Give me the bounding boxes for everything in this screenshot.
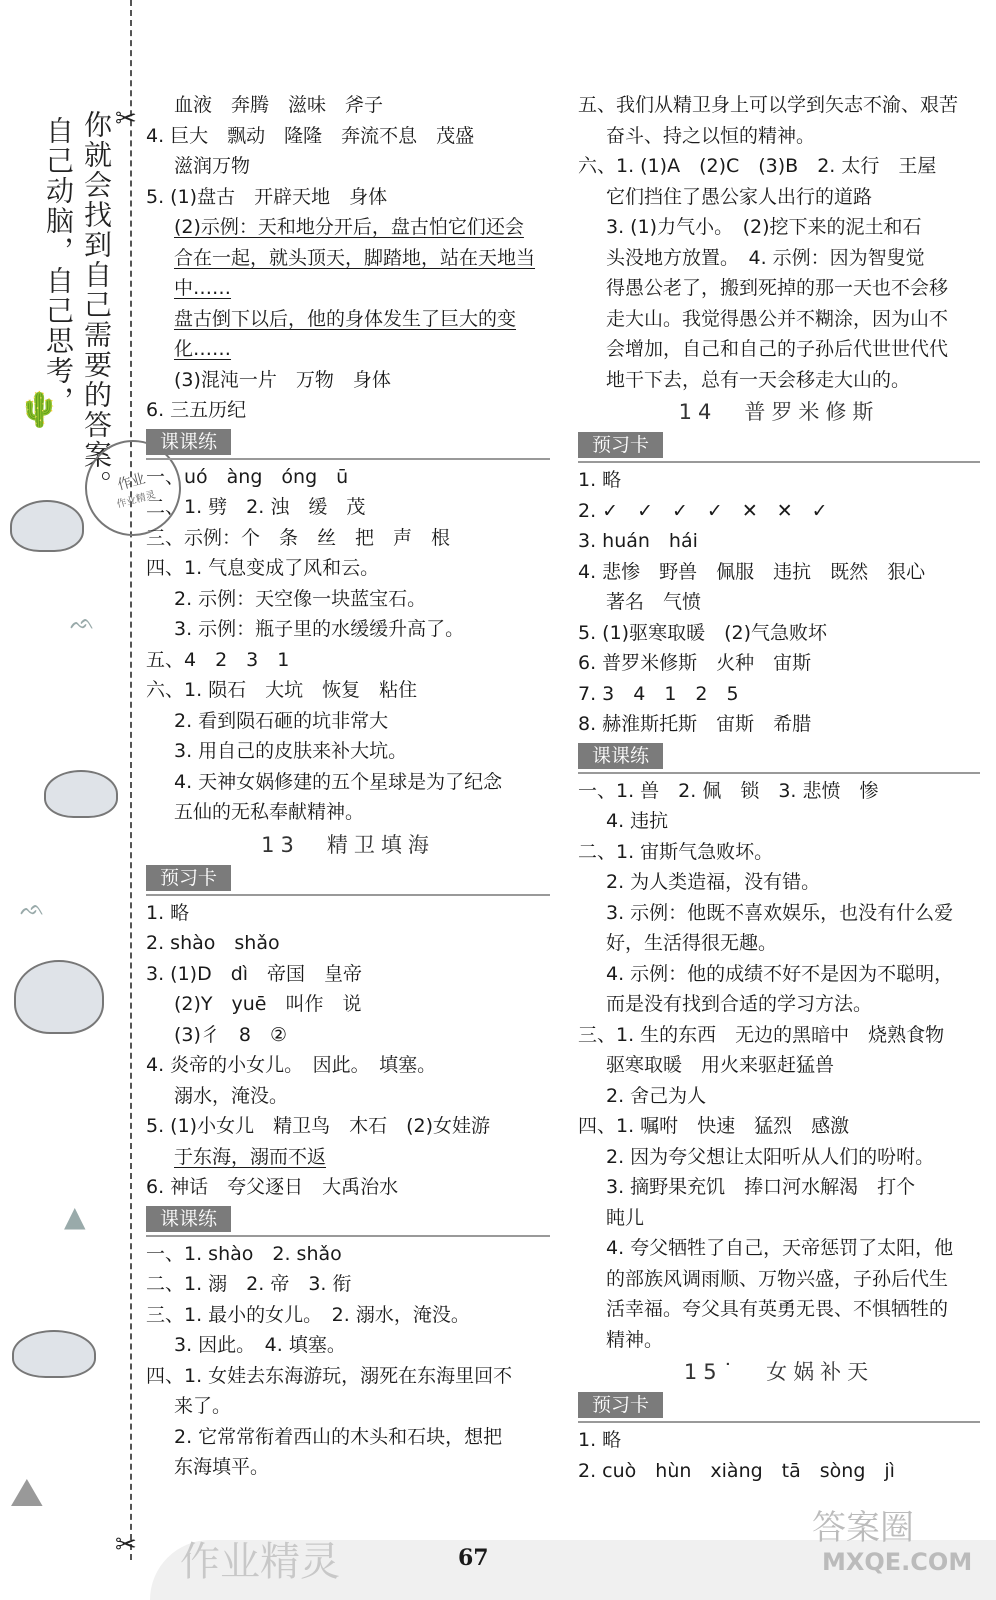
answer-text: 三、1. 生的东西 无边的黑暗中 烧熟食物 [578, 1023, 945, 1046]
answer-text: 三、示例：个 条 丝 把 声 根 [146, 526, 451, 549]
answer-text: 2. 示例：天空像一块蓝宝石。 [174, 587, 427, 610]
answer-line [578, 1425, 980, 1456]
answer-text: 血液 奔腾 滋味 斧子 [174, 94, 384, 116]
answer-line [578, 334, 980, 365]
answer-line [578, 526, 980, 557]
dinosaur-icon-2 [14, 960, 104, 1034]
answer-text: 1. 略 [578, 469, 622, 491]
answer-line [578, 1203, 980, 1234]
answer-line [578, 496, 980, 527]
answer-line [146, 898, 550, 929]
cactus-icon: 🌵 [18, 390, 61, 430]
answer-line [146, 492, 550, 523]
answer-line [146, 706, 550, 737]
answer-line [146, 1239, 550, 1270]
answer-text: 著名 气愤 [606, 591, 702, 613]
answer-text: 5. (1)小女儿 精卫鸟 木石 (2)女娃游 [146, 1115, 490, 1137]
section-lines-4 [146, 1239, 550, 1483]
answer-line [578, 465, 980, 496]
answer-text: 五、我们从精卫身上可以学到矢志不渝、艰苦 [578, 94, 959, 116]
section-lines-2 [146, 462, 550, 828]
answer-text: 合在一起，就头顶天，脚踏地，站在天地当 [174, 246, 536, 269]
answer-text: 中…… [174, 277, 232, 299]
dinosaur-icon-3 [12, 1330, 96, 1378]
section-header-kelian-r [578, 740, 980, 774]
answer-text: 2. cuò hùn xiàng tā sòng jì [578, 1459, 895, 1482]
volcano-icon: ⛰ [10, 1470, 44, 1516]
watermark-right: 答案圈 [812, 1508, 914, 1548]
answer-line [146, 614, 550, 645]
answer-line [146, 212, 550, 243]
answer-line [146, 959, 550, 990]
answer-line [146, 1391, 550, 1422]
slogan-column-2: 你就会找到自己需要的答案。 [80, 110, 113, 500]
answer-line [146, 584, 550, 615]
answer-line [146, 273, 550, 304]
badge-kelian: 课课练 [146, 429, 231, 455]
answer-line [146, 989, 550, 1020]
answer-text: 头没地方放置。 4. 示例：因为智叟觉 [606, 246, 925, 269]
answer-text: 4. 巨大 飘动 隆隆 奔流不息 茂盛 [146, 124, 475, 147]
answer-text: 走大山。我觉得愚公并不糊涂，因为山不 [606, 307, 949, 330]
answer-text: 3. 用自己的皮肤来补大坑。 [174, 740, 408, 762]
answer-text: 盹儿 [606, 1206, 645, 1229]
answer-line [578, 1172, 980, 1203]
answer-text: 六、1. 陨石 大坑 恢复 粘住 [146, 679, 418, 701]
answer-line [578, 867, 980, 898]
answer-line [146, 523, 550, 554]
answer-text: 驱寒取暖 用火来驱赶猛兽 [606, 1054, 835, 1076]
stamp-seal: 作业 作业精灵 [74, 429, 192, 547]
badge-kelian-2: 课课练 [146, 1206, 231, 1232]
cut-line [130, 0, 132, 1560]
answer-line [578, 151, 980, 182]
answer-line [578, 618, 980, 649]
answer-line [146, 243, 550, 274]
answer-line [146, 1020, 550, 1051]
answer-line [578, 1111, 980, 1142]
answer-text: 2. 为人类造福，没有错。 [606, 871, 821, 893]
answer-line [146, 1300, 550, 1331]
answer-line [146, 797, 550, 828]
answer-text: 8. 赫淮斯托斯 宙斯 希腊 [578, 713, 812, 735]
answer-text: 2. 因为夸父想让太阳听从人们的吩咐。 [606, 1145, 935, 1168]
answer-line [146, 334, 550, 365]
lesson-title-14: 14 普罗米修斯 [678, 400, 880, 424]
answer-line [578, 1142, 980, 1173]
grass-icon: ᨒ [70, 610, 95, 634]
badge-yuxika-r2: 预习卡 [578, 1392, 663, 1418]
answer-text: 4. 违抗 [606, 810, 669, 832]
badge-yuxika: 预习卡 [146, 865, 231, 891]
answer-line [578, 709, 980, 740]
answer-text: 5. (1)盘古 开辟天地 身体 [146, 185, 388, 208]
answer-line [578, 648, 980, 679]
badge-kelian-r: 课课练 [578, 743, 663, 769]
answer-text: (3)彳 8 ② [174, 1023, 288, 1046]
answer-line [146, 645, 550, 676]
answer-text: 会增加，自己和自己的子孙后代世世代代 [606, 338, 949, 360]
answer-text: 东海填平。 [174, 1456, 270, 1478]
badge-yuxika-r: 预习卡 [578, 432, 663, 458]
answer-line [578, 1020, 980, 1051]
answer-line [146, 1422, 550, 1453]
answer-text: 二、1. 溺 2. 帝 3. 衔 [146, 1273, 352, 1295]
section-lines-3 [146, 898, 550, 1203]
answer-line [578, 557, 980, 588]
answer-line [578, 959, 980, 990]
answer-text: 3. 示例：他既不喜欢娱乐，也没有什么爱 [606, 901, 954, 924]
answer-text: 得愚公老了，搬到死掉的那一天也不会移 [606, 277, 949, 299]
grass-icon-2: ᨒ [20, 896, 45, 920]
slogan-column-1: 自己动脑，自己思考， [42, 116, 75, 416]
answer-line [578, 1050, 980, 1081]
answer-text: 1. 略 [146, 901, 190, 924]
answer-line [578, 212, 980, 243]
answer-line [578, 1081, 980, 1112]
pterodactyl-icon [44, 770, 118, 818]
answer-text: 4. 夸父牺牲了自己，天帝惩罚了太阳，他 [606, 1237, 954, 1259]
answer-text: 化…… [174, 338, 232, 360]
answer-text: 4. 天神女娲修建的五个星球是为了纪念 [174, 770, 503, 793]
answer-line [578, 776, 980, 807]
answer-line [578, 1264, 980, 1295]
answer-text: 1. 略 [578, 1429, 622, 1451]
answer-line [578, 679, 980, 710]
answer-text: 2. ✓ ✓ ✓ ✓ ✕ ✕ ✓ [578, 499, 828, 522]
answer-text: 4. 炎帝的小女儿。 因此。 填塞。 [146, 1054, 437, 1076]
answer-line [146, 90, 550, 121]
answer-text: 滋润万物 [174, 155, 251, 177]
answer-text: 二、1. 劈 2. 浊 缓 茂 [146, 496, 366, 518]
answer-line [146, 553, 550, 584]
answer-line [578, 1233, 980, 1264]
answer-line [578, 898, 980, 929]
answer-line [146, 182, 550, 213]
answer-text: 4. 示例：他的成绩不好不是因为不聪明， [606, 962, 954, 985]
answer-text: 五仙的无私奉献精神。 [174, 801, 365, 823]
answer-text: 四、1. 女娃去东海游玩，溺死在东海里回不 [146, 1364, 513, 1387]
answer-text: 2. 舍己为人 [606, 1084, 707, 1107]
scissors-icon: ✂ [115, 104, 137, 134]
answer-line [146, 928, 550, 959]
lesson-title-13: 13 精卫填海 [261, 832, 435, 857]
rock-icon: ▲ [64, 1200, 86, 1233]
answer-line [146, 395, 550, 426]
answer-line [578, 121, 980, 152]
dinosaur-icon [10, 500, 84, 552]
answer-text: 好，生活得很无趣。 [606, 932, 778, 954]
answer-line [146, 1142, 550, 1173]
answer-text: 3. 摘野果充饥 捧口河水解渴 打个 [606, 1176, 916, 1198]
answer-line [578, 837, 980, 868]
answer-text: 5. (1)驱寒取暖 (2)气急败坏 [578, 621, 827, 644]
answer-line [146, 736, 550, 767]
answer-text: 一、1. shào 2. shǎo [146, 1242, 342, 1265]
answer-text: 3. (1)D dì 帝国 皇帝 [146, 962, 363, 985]
answer-text: 地干下去，总有一天会移走大山的。 [606, 368, 911, 391]
answer-line [146, 767, 550, 798]
answer-line [578, 182, 980, 213]
answer-line [578, 806, 980, 837]
answer-text: 盘古倒下以后，他的身体发生了巨大的变 [174, 307, 517, 330]
answer-text: 3. huán hái [578, 530, 698, 552]
answer-text: 活幸福。夸父具有英勇无畏、不惧牺牲的 [606, 1298, 949, 1320]
answer-line [146, 365, 550, 396]
answer-text: 2. 看到陨石砸的坑非常大 [174, 709, 389, 732]
section-header-kelian-2 [146, 1203, 550, 1237]
section-lines-1 [146, 90, 550, 426]
section-header-yuxika-r2 [578, 1389, 980, 1423]
answer-line [146, 1361, 550, 1392]
answer-line [146, 1269, 550, 1300]
watermark-left: 作业精灵 [180, 1539, 340, 1585]
answer-line [578, 989, 980, 1020]
answer-line [578, 273, 980, 304]
answer-text: 4. 悲惨 野兽 佩服 违抗 既然 狠心 [578, 560, 926, 583]
answer-text: 6. 普罗米修斯 火种 宙斯 [578, 652, 812, 674]
answer-text: 6. 三五历纪 [146, 399, 247, 421]
scissors-icon-bottom: ✂ [115, 1530, 137, 1560]
answer-line [146, 1452, 550, 1483]
answer-line [146, 121, 550, 152]
answer-line [578, 928, 980, 959]
right-column [578, 90, 980, 1486]
answer-line [578, 304, 980, 335]
answer-text: 3. (1)力气小。 (2)挖下来的泥土和石 [606, 216, 922, 238]
answer-line [578, 243, 980, 274]
answer-text: 3. 示例：瓶子里的水缓缓升高了。 [174, 618, 465, 640]
section-lines-r2 [578, 465, 980, 740]
answer-text: (2)Y yuē 叫作 说 [174, 993, 362, 1015]
answer-line [146, 1081, 550, 1112]
answer-text: 溺水，淹没。 [174, 1084, 289, 1107]
page-number: 67 [458, 1545, 489, 1571]
answer-line [578, 1325, 980, 1356]
answer-text: 它们挡住了愚公家人出行的道路 [606, 185, 873, 208]
answer-text: 来了。 [174, 1395, 232, 1417]
answer-text: 四、1. 气息变成了风和云。 [146, 557, 380, 579]
answer-text: 2. 它常常衔着西山的木头和石块，想把 [174, 1425, 503, 1448]
answer-text: 3. 因此。 4. 填塞。 [174, 1334, 346, 1356]
section-lines-r4 [578, 1425, 980, 1486]
answer-text: 6. 神话 夸父逐日 大禹治水 [146, 1176, 399, 1198]
answer-text: (3)混沌一片 万物 身体 [174, 368, 391, 391]
answer-text: 的部族风调雨顺、万物兴盛，子孙后代生 [606, 1267, 949, 1290]
answer-line [146, 462, 550, 493]
left-column [146, 90, 550, 1483]
answer-text: 7. 3 4 1 2 5 [578, 682, 739, 705]
answer-text: (2)示例：天和地分开后，盘古怕它们还会 [174, 216, 524, 238]
section-header-yuxika-r [578, 429, 980, 463]
answer-line [578, 90, 980, 121]
answer-text: 五、4 2 3 1 [146, 648, 290, 671]
answer-line [146, 151, 550, 182]
answer-text: 二、1. 宙斯气急败坏。 [578, 840, 774, 863]
answer-text: 四、1. 嘱咐 快速 猛烈 感激 [578, 1115, 850, 1137]
section-header-kelian [146, 426, 550, 460]
answer-text: 一、uó àng óng ū [146, 465, 349, 488]
answer-text: 三、1. 最小的女儿。 2. 溺水，淹没。 [146, 1303, 470, 1326]
answer-line [578, 587, 980, 618]
answer-text: 一、1. 兽 2. 佩 锁 3. 悲愤 惨 [578, 779, 879, 802]
answer-line [146, 1111, 550, 1142]
answer-line [578, 365, 980, 396]
answer-line [578, 1456, 980, 1487]
answer-text: 奋斗、持之以恒的精神。 [606, 124, 816, 147]
answer-text: 六、1. (1)A (2)C (3)B 2. 太行 王屋 [578, 155, 937, 177]
section-header-yuxika [146, 862, 550, 896]
watermark-url: MXQE.COM [822, 1548, 973, 1576]
answer-text: 2. shào shǎo [146, 932, 280, 954]
answer-line [146, 304, 550, 335]
answer-line [578, 1294, 980, 1325]
answer-line [146, 1172, 550, 1203]
answer-line [146, 1050, 550, 1081]
answer-line [146, 1330, 550, 1361]
section-lines-r1 [578, 90, 980, 395]
answer-text: 精神。 [606, 1328, 664, 1351]
answer-text: 而是没有找到合适的学习方法。 [606, 993, 873, 1015]
section-lines-r3 [578, 776, 980, 1356]
margin-strip [0, 0, 150, 1600]
lesson-title-15: 15˙ 女娲补天 [683, 1360, 875, 1384]
answer-line [146, 675, 550, 706]
answer-text: 于东海，溺而不返 [174, 1145, 327, 1168]
